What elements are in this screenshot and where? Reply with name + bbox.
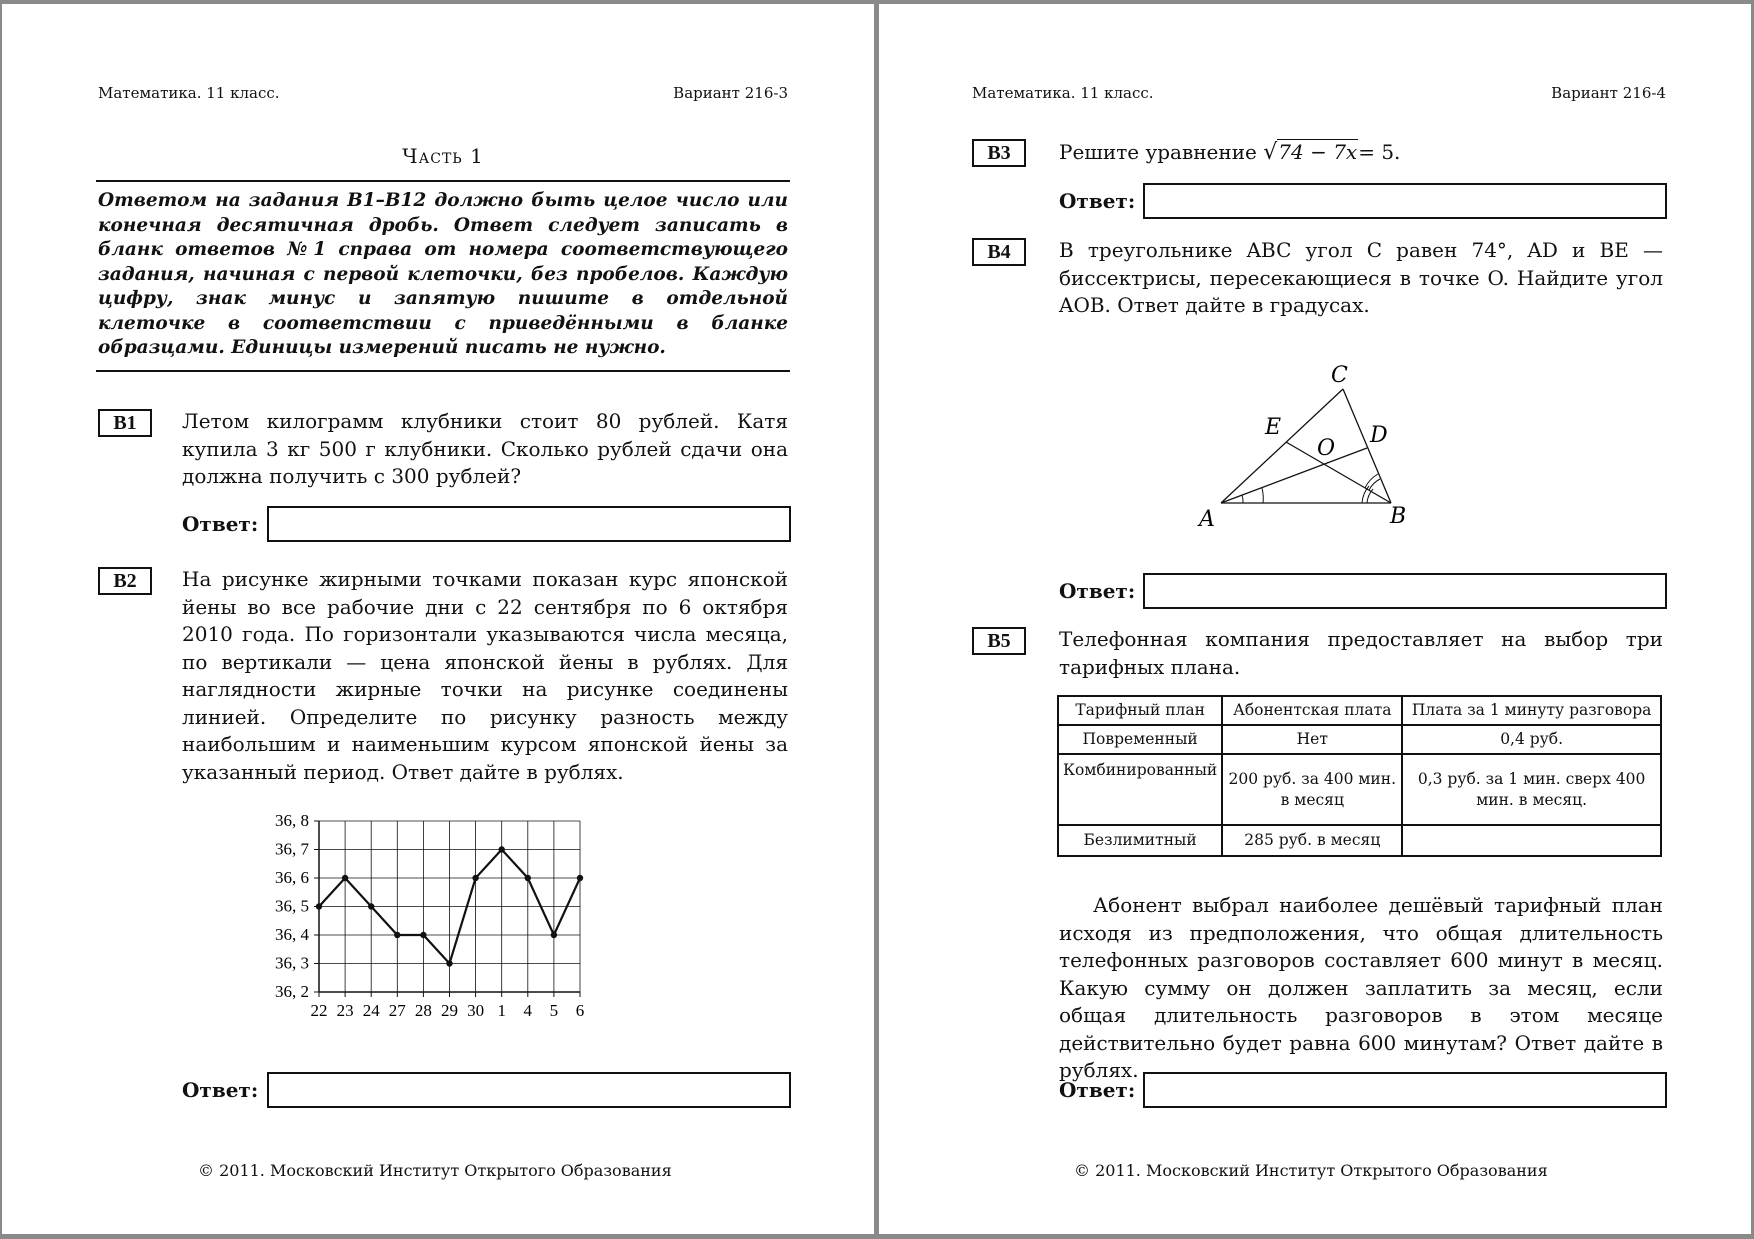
- x-tick-label: 30: [467, 1001, 485, 1020]
- y-tick-label: 36, 2: [275, 982, 309, 1001]
- y-tick-label: 36, 3: [275, 953, 309, 973]
- answer-label-b3: Ответ:: [1059, 189, 1136, 213]
- y-tick-label: 36, 8: [275, 811, 309, 830]
- divider: [96, 370, 790, 372]
- page-header-variant: Вариант 216-3: [673, 84, 788, 102]
- right-page: [879, 4, 1751, 1234]
- answer-field-b3[interactable]: [1143, 183, 1667, 219]
- data-point: [525, 875, 531, 881]
- x-tick-label: 1: [497, 1001, 506, 1020]
- y-tick-label: 36, 7: [275, 839, 309, 859]
- x-tick-label: 22: [310, 1001, 328, 1020]
- answer-label-b5: Ответ:: [1059, 1078, 1136, 1102]
- y-tick-label: 36, 4: [275, 925, 309, 944]
- answer-label-b4: Ответ:: [1059, 579, 1136, 603]
- answer-field-b5[interactable]: [1143, 1072, 1667, 1108]
- left-page: [2, 4, 874, 1234]
- page-header-variant: Вариант 216-4: [1551, 84, 1666, 102]
- task-number-b2: B2: [98, 567, 152, 595]
- vertex-label-b: B: [1390, 504, 1407, 529]
- data-point: [368, 903, 374, 909]
- table-cell: Нет: [1222, 725, 1402, 754]
- vertex-label-c: C: [1331, 363, 1348, 388]
- table-header: Плата за 1 минуту разговора: [1402, 696, 1661, 725]
- vertex-label-a: A: [1199, 507, 1215, 532]
- x-tick-label: 6: [575, 1001, 585, 1020]
- triangle-figure: [1179, 349, 1429, 544]
- y-tick-label: 36, 6: [275, 868, 309, 887]
- copyright-footer: © 2011. Московский Институт Открытого Образования: [1074, 1161, 1548, 1180]
- task-b5-paragraph: Абонент выбрал наиболее дешёвый тарифный план исходя из предположения, что общая длительность телефонных разговоров составляет 600 минут в месяц. Какую сумму он должен заплатить за месяц, если общая длительность разговоров в этом месяце действительно будет равна 600 минутам? Ответ дайте в рублях.: [1059, 893, 1663, 1082]
- instructions: Ответом на задания B1–B12 должно быть целое число или конечная десятичная дробь. Ответ следует записать в бланк ответов №1 справа от номера соответствующего задания, начиная с первой клеточки, без пробелов. Каждую цифру, знак минус и запятую пишите в отдельной клеточке в соответствии с приведёнными в бланке образцами. Единицы измерений писать не нужно.: [98, 190, 788, 358]
- point-label-o: O: [1317, 436, 1336, 461]
- point-label-e: E: [1265, 415, 1282, 440]
- tariff-table: [1057, 695, 1662, 857]
- table-row: [1058, 825, 1661, 856]
- part-title: Часть 1: [402, 144, 484, 168]
- task-b3-text: [1059, 139, 1400, 167]
- table-cell: [1402, 825, 1661, 856]
- answer-field-b4[interactable]: [1143, 573, 1667, 609]
- data-point: [316, 903, 322, 909]
- x-tick-label: 24: [362, 1001, 380, 1020]
- task-number-b4: B4: [972, 238, 1026, 266]
- page-header-subject: Математика. 11 класс.: [972, 84, 1154, 102]
- x-tick-label: 4: [523, 1001, 533, 1020]
- task-b4-text: В треугольнике ABC угол C равен 74°, AD и BE — биссектрисы, пересекающиеся в точке O. Найдите угол AOB. Ответ дайте в градусах.: [1059, 238, 1663, 317]
- task-b3-suffix: = 5.: [1358, 140, 1401, 164]
- table-cell: 0,4 руб.: [1402, 725, 1661, 754]
- table-header-row: [1058, 696, 1661, 725]
- divider: [96, 180, 790, 182]
- x-tick-label: 29: [441, 1001, 458, 1020]
- table-cell: Безлимитный: [1058, 825, 1222, 856]
- x-tick-label: 5: [549, 1001, 559, 1020]
- data-point: [342, 875, 348, 881]
- answer-field-b1[interactable]: [267, 506, 791, 542]
- angle-mark-a: [1262, 488, 1263, 503]
- copyright-footer: © 2011. Московский Институт Открытого Образования: [198, 1161, 672, 1180]
- y-tick-label: 36, 5: [275, 896, 309, 916]
- data-point: [394, 932, 400, 938]
- x-tick-label: 27: [388, 1001, 406, 1020]
- data-point: [551, 932, 557, 938]
- table-row: [1058, 754, 1661, 825]
- task-number-b5: B5: [972, 627, 1026, 655]
- task-b5-text: Телефонная компания предоставляет на выбор три тарифных плана.: [1059, 627, 1663, 679]
- yen-rate-chart: [252, 804, 632, 1034]
- page-header-subject: Математика. 11 класс.: [98, 84, 280, 102]
- x-tick-label: 23: [336, 1001, 354, 1020]
- data-point: [577, 875, 583, 881]
- table-cell: 200 руб. за 400 мин. в месяц: [1222, 754, 1402, 825]
- answer-field-b2[interactable]: [267, 1072, 791, 1108]
- angle-mark-a: [1242, 495, 1243, 503]
- bisector-ad: [1221, 448, 1367, 503]
- task-number-b1: B1: [98, 409, 152, 437]
- x-tick-label: 28: [414, 1001, 432, 1020]
- table-header: Абонентская плата: [1222, 696, 1402, 725]
- task-b3-radicand: 74 − 7x: [1278, 140, 1358, 164]
- angle-mark-b: [1369, 479, 1380, 490]
- task-b1-text: Летом килограмм клубники стоит 80 рублей. Катя купила 3 кг 500 г клубники. Сколько рублей сдачи она должна получить с 300 рублей?: [182, 409, 788, 488]
- table-cell: 0,3 руб. за 1 мин. сверх 400 мин. в месяц.: [1402, 754, 1661, 825]
- table-cell: Комбинированный: [1058, 754, 1222, 825]
- table-cell: 285 руб. в месяц: [1222, 825, 1402, 856]
- task-number-b3: B3: [972, 139, 1026, 167]
- table-row: [1058, 725, 1661, 754]
- task-b3-prefix: Решите уравнение: [1059, 140, 1257, 164]
- sqrt-sign-icon: √: [1263, 140, 1278, 165]
- data-point: [420, 932, 426, 938]
- task-b2-text: На рисунке жирными точками показан курс японской йены во все рабочие дни с 22 сентября по 6 октября 2010 года. По горизонтали указываются числа месяца, по вертикали — цена японской йены в рублях. Для наглядности жирные точки на рисунке соединены линией. Определите по рисунку разность между наибольшим и наименьшим курсом японской йены за указанный период. Ответ дайте в рублях.: [182, 567, 788, 784]
- data-point: [499, 846, 505, 852]
- data-point: [446, 960, 452, 966]
- answer-label-b2: Ответ:: [182, 1078, 259, 1102]
- table-cell: Повременный: [1058, 725, 1222, 754]
- answer-label-b1: Ответ:: [182, 512, 259, 536]
- point-label-d: D: [1370, 423, 1388, 448]
- data-point: [472, 875, 478, 881]
- table-header: Тарифный план: [1058, 696, 1222, 725]
